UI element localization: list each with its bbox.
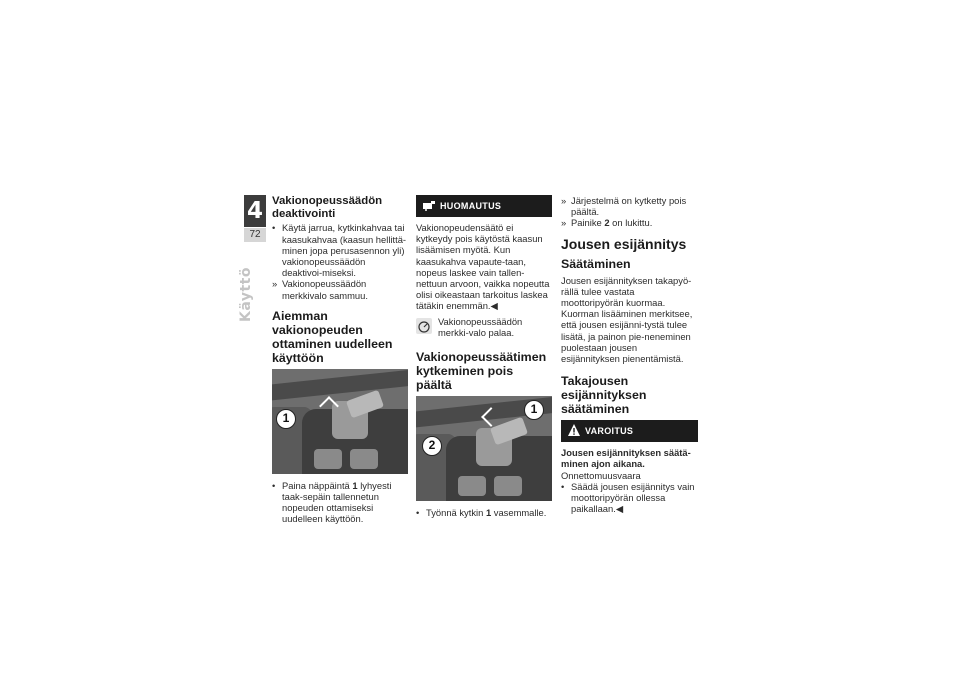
notice-text: Vakionopeudensäätö ei kytkeydy pois käytöstä kaasun lisäämisen myötä. Kun kaasukahva vapaute-taan, nopeus laskee vain tallen-nettuun arvoon, vaikka nopeutta olisi oikeastaan tarkoitus laskea tätäkin enemmän.◀: [416, 222, 550, 312]
column-2: [416, 195, 552, 518]
callout-marker: 2: [422, 436, 442, 456]
bullet-text: Käytä jarrua, kytkinkahvaa tai kaasukahvaa (kaasun hellittä-minen jopa perusasennon yli) vakionopeussäädön deaktivoi-miseksi.: [282, 222, 407, 279]
bullet-dot-icon: •: [272, 222, 276, 234]
bullet-text: Säädä jousen esijännitys vain moottoripyörän ollessa paikallaan.◀: [571, 480, 695, 515]
handlebar-switch-photo-resume: [272, 369, 408, 474]
column-1: [272, 195, 408, 525]
heading-switch-off: Vakionopeussäätimen kytkeminen pois päältä: [416, 350, 547, 393]
bullet-text: Paina näppäintä 1 lyhyesti taak-sepäin tallennetun nopeuden ottamiseksi uudelleen käyttöön.: [282, 479, 392, 525]
notice-header: [416, 195, 552, 217]
adjustment-text: Jousen esijännityksen takapyö-rällä tulee vastata moottoripyörän kuormaa. Kuorman lisääminen merkitsee, että jousen esijänni-tystä tulee lisätä, ja painon pie-neneminen puolestaan jousen esijännityksen pienentämistä.: [561, 274, 693, 365]
motorcycle-notice-icon: [423, 200, 435, 213]
result-text: Järjestelmä on kytketty pois päältä.: [571, 195, 687, 218]
warning-risk: Onnettomuusvaara: [561, 469, 641, 481]
warning-triangle-icon: [568, 424, 580, 438]
bullet-item: [272, 480, 408, 525]
bullet-dot-icon: •: [272, 479, 276, 491]
heading-resume-speed: Aiemman vakionopeuden ottaminen uudelleen käyttöön: [272, 308, 393, 365]
cruise-control-indicator-icon: [416, 318, 432, 334]
result-arrow-icon: »: [272, 278, 278, 290]
indicator-note: [416, 316, 552, 338]
callout-marker: 1: [524, 400, 544, 420]
bullet-item: [416, 507, 552, 518]
handlebar-switch-photo-off: [416, 396, 552, 501]
chapter-number: 4: [244, 195, 266, 227]
column-3: [561, 195, 698, 514]
warning-title: VAROITUS: [585, 426, 634, 437]
bullet-dot-icon: •: [561, 480, 565, 492]
warning-subject: Jousen esijännityksen säätä-minen ajon aikana.: [561, 447, 691, 470]
result-text: Painike 2 on lukittu.: [571, 217, 653, 229]
result-item: [561, 195, 698, 217]
bullet-dot-icon: •: [416, 507, 420, 519]
result-item: [272, 278, 408, 300]
result-text: Vakionopeussäädön merkkivalo sammuu.: [282, 278, 368, 301]
chapter-side-label: Käyttö: [238, 267, 254, 322]
notice-title: HUOMAUTUS: [440, 201, 502, 211]
heading-deactivation: Vakionopeussäädön deaktivointi: [272, 195, 383, 221]
bullet-item: [561, 481, 698, 515]
warning-header: [561, 420, 698, 442]
heading-rear-spring-adjust: Takajousen esijännityksen säätäminen: [561, 374, 647, 417]
page-number: 72: [244, 228, 266, 242]
bullet-text: Työnnä kytkin 1 vasemmalle.: [426, 507, 547, 519]
heading-adjustment: Säätäminen: [561, 256, 631, 271]
bullet-item: [272, 222, 408, 278]
heading-spring-preload: Jousen esijännitys: [561, 235, 687, 252]
indicator-note-text: Vakionopeussäädön merkki-valo palaa.: [438, 315, 523, 338]
result-arrow-icon: »: [561, 195, 567, 206]
result-item: [561, 217, 698, 228]
callout-marker: 1: [276, 409, 296, 429]
result-arrow-icon: »: [561, 217, 567, 229]
